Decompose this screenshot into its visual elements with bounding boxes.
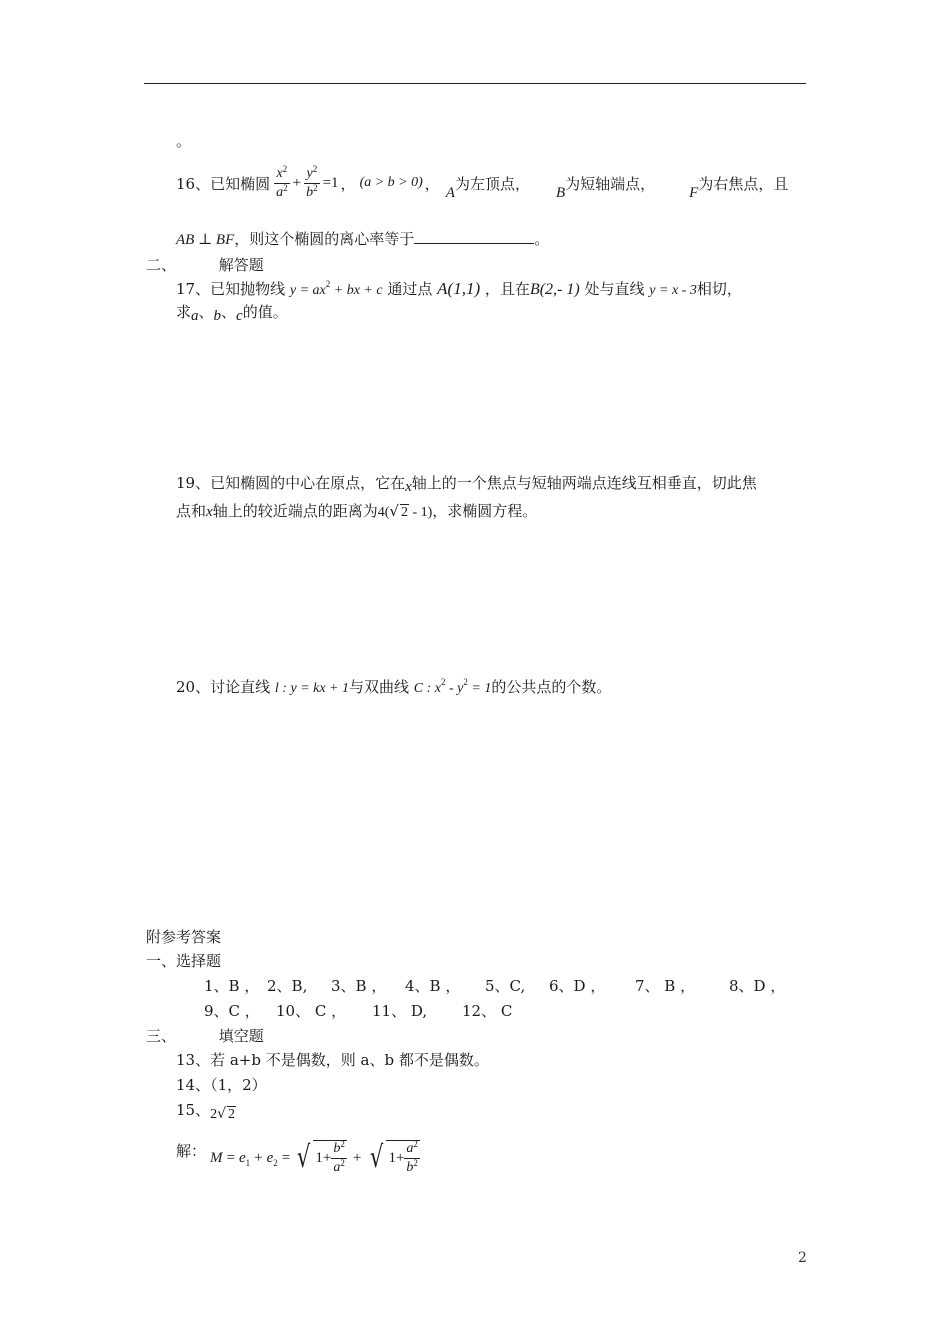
answer-5: 5、C, bbox=[485, 977, 526, 995]
answer-9: 9、C ， bbox=[204, 1002, 260, 1020]
q19-text2: 轴上的一个焦点与短轴两端点连线互相垂直，切此焦 bbox=[411, 474, 757, 492]
q19-distance-sqrt: 2 bbox=[400, 505, 408, 520]
answer-15-coef: 2 bbox=[210, 1107, 218, 1122]
q19-distance-a: 4( bbox=[377, 505, 390, 520]
q16-frac-x: $\frac{x^2}{a^2}$ bbox=[276, 163, 288, 200]
q17-var-a: a bbox=[191, 308, 199, 324]
q17-text3: ，且在 bbox=[484, 280, 530, 298]
q16-text-b: 为短轴端点， bbox=[565, 174, 656, 193]
q19-distance-b: - 1) bbox=[408, 505, 433, 520]
question-17 bbox=[176, 278, 742, 299]
q16-text1: 已知椭圆 bbox=[210, 174, 271, 193]
formula-sqrt-2: 1+ $\frac{a^2}{b^2}$ bbox=[388, 1139, 418, 1175]
q20-text3: 的公共点的个数。 bbox=[491, 678, 612, 696]
q19-text4: 轴上的较近端点的距离为 bbox=[212, 502, 378, 520]
answers-title: 附参考答案 bbox=[146, 928, 222, 946]
q17-var-b: b bbox=[213, 308, 222, 324]
answer-6: 6、D ， bbox=[549, 977, 606, 995]
formula-e2: $e_2$ bbox=[266, 1149, 278, 1168]
answer-8: 8、D ， bbox=[729, 977, 786, 995]
answers-section-1: 一、选择题 bbox=[146, 952, 222, 970]
q17-point-b: B(2,- 1) bbox=[529, 281, 580, 298]
q20-text1: 讨论直线 bbox=[210, 678, 271, 696]
q16-condition: (a > b > 0) bbox=[359, 175, 423, 190]
q16-label-b: B bbox=[555, 184, 566, 201]
q19-text1: 已知椭圆的中心在原点，它在 bbox=[210, 474, 406, 492]
answers-section-3-title: 填空题 bbox=[218, 1027, 264, 1045]
q17-var-c: c bbox=[236, 308, 243, 324]
section-2-num: 二、 bbox=[146, 256, 177, 274]
formula-m: M bbox=[210, 1149, 223, 1166]
answers-row-2 bbox=[204, 1000, 512, 1021]
page-number: 2 bbox=[798, 1250, 807, 1266]
q20-hyperbola: C : $x^2 - y^2 = 1$ bbox=[413, 677, 492, 696]
q17-sep2: 、 bbox=[221, 303, 237, 321]
q16-end: 。 bbox=[534, 230, 550, 248]
q19-number: 19、 bbox=[176, 474, 211, 492]
answer-11: 11、 D, bbox=[372, 1002, 428, 1020]
answer-7: 7、 B ， bbox=[635, 977, 696, 995]
q16-text2: ，则这个椭圆的离心率等于 bbox=[234, 230, 415, 248]
section-2-heading bbox=[146, 254, 264, 275]
q17-number: 17、 bbox=[176, 280, 211, 298]
q17-end: 的值。 bbox=[242, 303, 288, 321]
q16-answer-blank[interactable] bbox=[414, 229, 534, 244]
q17-text2: 通过点 bbox=[387, 280, 433, 298]
answer-15-number: 15、 bbox=[176, 1101, 211, 1119]
q16-label-f: F bbox=[689, 184, 699, 201]
q19-var-x2: x bbox=[206, 504, 213, 520]
answer-10: 10、 C ， bbox=[276, 1002, 347, 1020]
answer-13: 13、若 a+b 不是偶数，则 a、b 都不是偶数。 bbox=[176, 1051, 489, 1069]
question-16-line2 bbox=[176, 228, 549, 249]
q19-end: 。 bbox=[522, 502, 538, 520]
q16-text-f: 为右焦点，且 bbox=[698, 174, 789, 193]
q20-line: l : y = kx + 1 bbox=[274, 681, 349, 696]
q19-text3: 点和 bbox=[176, 502, 207, 520]
q16-text-a: 为左顶点， bbox=[454, 174, 530, 193]
answer-1: 1、B ， bbox=[204, 977, 260, 995]
header-rule bbox=[144, 83, 806, 84]
formula-sqrt-1: 1+ $\frac{b^2}{a^2}$ bbox=[315, 1139, 345, 1175]
question-19 bbox=[176, 472, 757, 493]
answer-2: 2、B, bbox=[267, 977, 308, 995]
answer-3: 3、B ， bbox=[331, 977, 387, 995]
solution-label: 解： bbox=[176, 1142, 207, 1160]
section-2-title: 解答题 bbox=[218, 256, 264, 274]
q17-tangent-line: y = x - 3 bbox=[649, 283, 697, 298]
q15-tail: 。 bbox=[176, 132, 192, 150]
answers-row-1 bbox=[204, 975, 785, 996]
q17-ask: 求 bbox=[176, 303, 192, 321]
answers-section-3 bbox=[146, 1025, 264, 1046]
question-20 bbox=[176, 676, 611, 697]
q17-equation: $y = ax^2$ + bx + c bbox=[289, 279, 383, 298]
q17-text4: 处与直线 bbox=[584, 280, 645, 298]
question-17-line2 bbox=[176, 301, 288, 322]
formula-e1: $e_1$ bbox=[238, 1149, 251, 1168]
q16-number: 16、 bbox=[176, 174, 211, 193]
q19-text5: ，求椭圆方程 bbox=[432, 502, 523, 520]
q20-text2: 与双曲线 bbox=[348, 678, 409, 696]
q17-text5: 相切， bbox=[696, 280, 742, 298]
q17-sep1: 、 bbox=[198, 303, 214, 321]
question-16: 16、 已知椭圆 $\frac{x^2}{a^2}$ + $\frac{y^2}{b^2}$ =1 ， (a > b > 0) ， A 为左顶点， B 为短轴端点， F 为右焦点，且 bbox=[176, 163, 789, 201]
q19-var-x: x bbox=[405, 479, 412, 495]
answer-14: 14、（1，2） bbox=[176, 1076, 267, 1094]
q16-label-a: A bbox=[445, 184, 455, 201]
answer-12: 12、 C bbox=[462, 1002, 513, 1020]
q20-number: 20、 bbox=[176, 678, 211, 696]
q16-frac-y: $\frac{y^2}{b^2}$ bbox=[306, 163, 318, 200]
question-19-line2: 点和x轴上的较近端点的距离为4(√ 2 - 1)，求椭圆方程。 bbox=[176, 502, 538, 520]
solution-formula: M = $e_1$ + $e_2$ = √ 1+ $\frac{b^2}{a^2}$ + √ 1+ $\frac{a^2}{b^2}$ bbox=[210, 1139, 418, 1175]
answer-15-radicand: 2 bbox=[228, 1107, 236, 1122]
answer-15: 15、2√ 2 bbox=[176, 1101, 236, 1122]
answers-section-3-num: 三、 bbox=[146, 1027, 177, 1045]
q17-point-a: A(1,1) bbox=[437, 279, 481, 298]
q16-perp: AB ⊥ BF bbox=[176, 232, 235, 248]
q17-text1: 已知抛物线 bbox=[210, 280, 286, 298]
answer-4: 4、B ， bbox=[405, 977, 461, 995]
